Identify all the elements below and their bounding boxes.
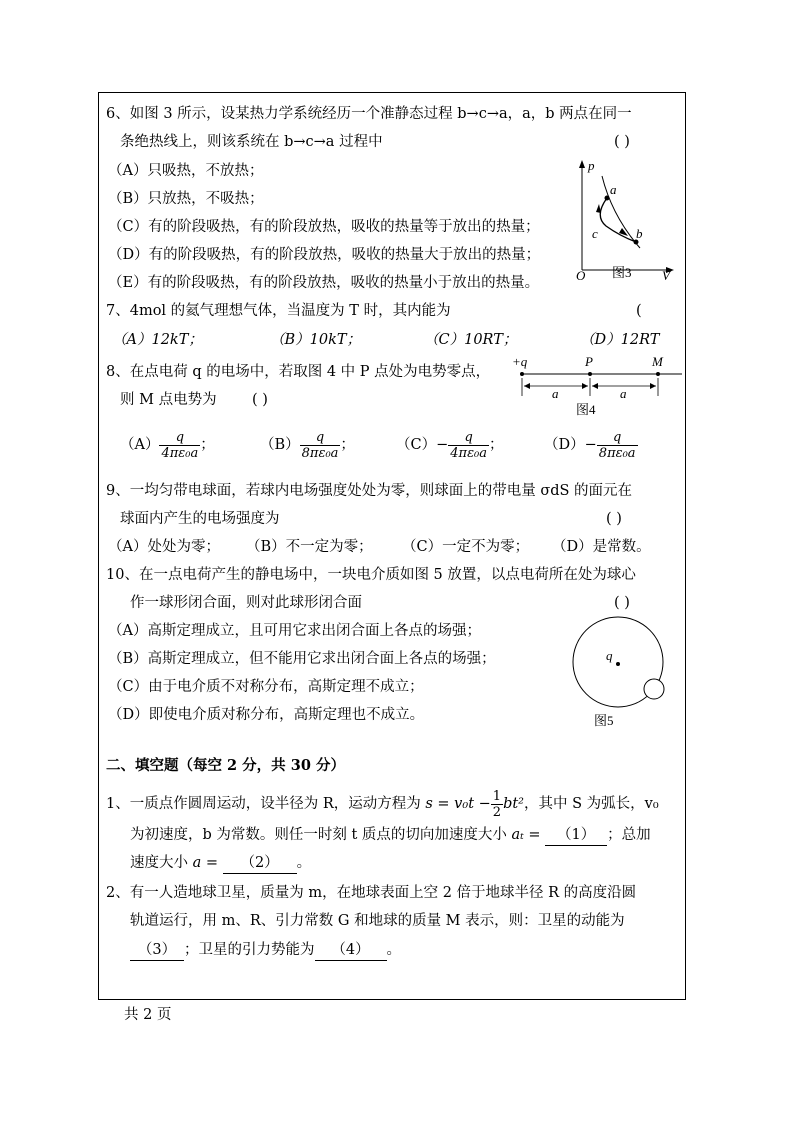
blank-2[interactable]: （2） <box>223 853 297 874</box>
label-b: b <box>636 226 643 241</box>
f1-equation-fraction <box>491 789 503 820</box>
fraction-denominator: 8πε₀a <box>301 445 339 461</box>
fraction-numerator: q <box>597 430 638 446</box>
q9-paren: ( ) <box>606 511 622 527</box>
f1-line3-tail: 。 <box>296 855 312 871</box>
adiabat-curve <box>602 176 640 248</box>
q6-option-a: （A）只吸热，不放热； <box>108 163 264 179</box>
q8-option-b: （B） $\frac{q}{\text{8πε₀a}}$ ； <box>260 429 355 461</box>
f1-line3 <box>130 853 311 874</box>
q10-option-b: （B）高斯定理成立，但不能用它求出闭合面上各点的场强； <box>108 651 496 667</box>
fraction-denominator: 4πε₀a <box>161 445 199 461</box>
q9-option-a: （A）处处为零； <box>108 539 220 555</box>
blank-1[interactable]: （1） <box>545 825 607 846</box>
f1-line2-text: 为初速度，b 为常数。则任一时刻 t 质点的切向加速度大小 <box>130 827 507 843</box>
blank-4[interactable]: （4） <box>315 940 387 961</box>
figure-4-caption: 图4 <box>576 402 596 417</box>
f1-line1-tail: ，其中 S 为弧长，v₀ <box>523 796 659 812</box>
q8-option-c-fraction <box>448 430 489 461</box>
q10-option-c: （C）由于电介质不对称分布，高斯定理不成立； <box>108 679 424 695</box>
q6-option-b: （B）只放热，不吸热； <box>108 191 264 207</box>
fraction-denominator: 4πε₀a <box>450 445 488 461</box>
q6-option-e: （E）有的阶段吸热，有的阶段放热，吸收的热量小于放出的热量。 <box>108 275 540 291</box>
q8-line1: 8、在点电荷 q 的电场中，若取图 4 中 P 点处为电势零点， <box>106 364 491 380</box>
q7-paren: ( <box>636 303 642 319</box>
f2-line3-tail: 。 <box>386 942 401 958</box>
point-a <box>605 196 610 201</box>
q6-paren: ( ) <box>614 134 630 150</box>
fraction-numerator: q <box>448 430 489 446</box>
q8-option-c-sign: − <box>436 437 449 453</box>
dim-arrow <box>524 383 530 389</box>
f1-equation-lhs: s = v₀t − <box>425 796 491 812</box>
q8-option-c-label: （C） <box>396 437 437 453</box>
f2-line1: 2、有一人造地球卫星，质量为 m，在地球表面上空 2 倍于地球半径 R 的高度沿圆 <box>106 885 637 901</box>
fraction-numerator: 1 <box>492 788 502 804</box>
q6-option-d: （D）有的阶段吸热，有的阶段放热，吸收的热量大于放出的热量； <box>108 247 541 263</box>
blank-3[interactable]: （3） <box>130 940 184 961</box>
f1-line1 <box>106 786 659 822</box>
label-m-point: M <box>652 354 663 369</box>
fraction-denominator: 2 <box>492 804 502 820</box>
label-p: p <box>588 158 595 173</box>
figure-5-gaussian-sphere <box>570 614 674 732</box>
fraction-numerator: q <box>159 430 200 446</box>
label-dist-a2: a <box>620 386 627 401</box>
f1-line3-text: 速度大小 <box>130 855 188 871</box>
figure-4-charge-line <box>508 352 684 418</box>
f1-total-accel: a = <box>192 855 219 871</box>
f1-line2 <box>130 825 651 846</box>
q9-line2: 球面内产生的电场强度为 <box>120 511 280 527</box>
dim-arrow <box>592 383 598 389</box>
point-p <box>588 372 592 376</box>
f2-line2: 轨道运行，用 m、R、引力常数 G 和地球的质量 M 表示，则：卫星的动能为 <box>130 913 625 929</box>
q7-stem: 7、4mol 的氦气理想气体，当温度为 T 时，其内能为 <box>106 303 451 319</box>
q10-option-d: （D）即使电介质对称分布，高斯定理也不成立。 <box>108 707 425 723</box>
f1-line1-text: 1、一质点作圆周运动，设半径为 R，运动方程为 <box>106 796 421 812</box>
point-q <box>520 372 524 376</box>
label-o: O <box>576 268 586 280</box>
label-charge-q: q <box>606 648 613 663</box>
process-curve-bca <box>600 198 636 242</box>
process-arrow <box>596 204 601 213</box>
label-dist-a1: a <box>552 386 559 401</box>
q8-option-d-sign: − <box>584 437 597 453</box>
q6-line1: 6、如图 3 所示，设某热力学系统经历一个准静态过程 b→c→a，a，b 两点在同一 <box>106 106 632 122</box>
page-count-footer: 共 2 页 <box>124 1007 172 1023</box>
q8-paren: ( ) <box>252 392 268 408</box>
q7-option-a: （A）12kT； <box>112 332 203 348</box>
q10-line2: 作一球形闭合面，则对此球形闭合面 <box>130 595 362 611</box>
q10-option-a: （A）高斯定理成立，且可用它求出闭合面上各点的场强； <box>108 623 481 639</box>
figure-3-caption: 图3 <box>612 265 632 280</box>
q6-option-c: （C）有的阶段吸热，有的阶段放热，吸收的热量等于放出的热量； <box>108 219 540 235</box>
q9-option-b: （B）不一定为零； <box>246 539 373 555</box>
label-a: a <box>610 182 617 197</box>
q8-option-d-label: （D） <box>544 437 585 453</box>
q10-paren: ( ) <box>614 595 630 611</box>
figure-3-pv-diagram <box>572 156 682 280</box>
q8-option-b-fraction <box>300 430 341 461</box>
q7-option-c: （C）10RT； <box>424 332 518 348</box>
q8-option-d-fraction <box>597 430 638 461</box>
q8-option-d <box>544 426 638 464</box>
figure-5-caption: 图5 <box>594 713 614 728</box>
label-plus-q: +q <box>512 354 528 369</box>
q8-line2: 则 M 点电势为 <box>120 392 217 408</box>
dim-arrow <box>650 383 656 389</box>
f1-equation-rhs: bt² <box>503 796 524 812</box>
q10-line1: 10、在一点电荷产生的静电场中，一块电介质如图 5 放置，以点电荷所在处为球心 <box>106 567 636 583</box>
q9-option-d: （D）是常数。 <box>552 539 651 555</box>
label-p-point: P <box>585 354 593 369</box>
q7-option-b: （B）10kT； <box>270 332 362 348</box>
label-c: c <box>592 226 598 241</box>
dielectric-block <box>644 679 664 699</box>
q8-option-c: （C）− $\frac{q}{\text{4πε₀a}}$ ； <box>396 429 504 461</box>
dim-arrow <box>582 383 588 389</box>
point-charge <box>616 662 620 666</box>
q8-option-a-label: （A） <box>120 437 160 453</box>
fraction-denominator: 8πε₀a <box>598 445 636 461</box>
f1-tangential-accel: aₜ = <box>511 827 541 843</box>
point-m <box>656 372 660 376</box>
f2-line3 <box>130 940 401 961</box>
fraction-numerator: q <box>300 430 341 446</box>
p-axis-arrow <box>579 160 585 168</box>
q8-option-b-label: （B） <box>260 437 300 453</box>
q8-option-a: （A） $\frac{q}{\text{4πε₀a}}$ ； <box>120 429 215 461</box>
section-2-title: 二、填空题（每空 2 分，共 30 分） <box>106 757 345 774</box>
q8-option-a-fraction <box>159 430 200 461</box>
q6-line2: 条绝热线上，则该系统在 b→c→a 过程中 <box>120 134 383 150</box>
q9-line1: 9、一均匀带电球面，若球内电场强度处处为零，则球面上的带电量 σdS 的面元在 <box>106 483 633 499</box>
label-v: V <box>662 268 670 280</box>
q9-option-c: （C）一定不为零； <box>402 539 530 555</box>
q7-option-d: （D）12RT <box>580 332 660 348</box>
f1-line2-tail: ；总加 <box>607 827 651 843</box>
f2-line3-text: ；卫星的引力势能为 <box>184 942 315 958</box>
